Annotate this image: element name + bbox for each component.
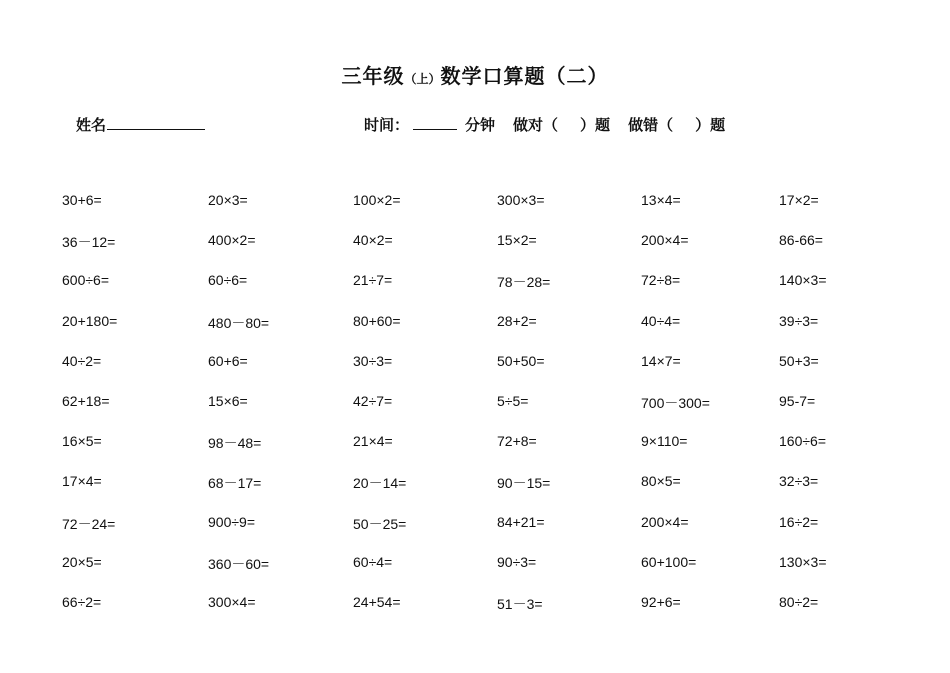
- problem-row: [0, 473, 950, 513]
- problem-item: 700－300=: [641, 394, 710, 411]
- problem-item: 300×3=: [497, 192, 545, 208]
- problem-item: 40÷4=: [641, 312, 681, 329]
- problem-item: 90÷3=: [497, 553, 537, 570]
- wrong-close-label: ）题: [695, 116, 726, 134]
- problem-item: 100×2=: [353, 192, 401, 208]
- problem-item: 14×7=: [641, 352, 681, 369]
- problem-grid: [0, 192, 950, 634]
- minutes-label: 分钟: [465, 116, 496, 134]
- time-score-row: [364, 114, 725, 135]
- problem-item: 84+21=: [497, 513, 545, 530]
- problem-row: [0, 272, 950, 312]
- problem-item: 60+100=: [641, 553, 697, 570]
- problem-item: 400×2=: [208, 232, 256, 249]
- problem-row: [0, 514, 950, 554]
- problem-item: 900÷9=: [208, 513, 256, 530]
- problem-item: 30+6=: [62, 192, 102, 208]
- problem-item: 50+50=: [497, 352, 545, 369]
- problem-item: 60÷4=: [353, 553, 393, 570]
- problem-item: 15×2=: [497, 232, 537, 249]
- problem-item: 40×2=: [353, 232, 393, 249]
- problem-row: [0, 433, 950, 473]
- problem-item: 5÷5=: [497, 392, 529, 409]
- problem-item: 20×3=: [208, 192, 248, 208]
- problem-item: 80÷2=: [779, 593, 819, 610]
- title-main-after: 数学口算题（二）: [440, 64, 609, 88]
- problem-item: 40÷2=: [62, 352, 102, 369]
- problem-item: 72÷8=: [641, 272, 681, 289]
- problem-item: 15×6=: [208, 392, 248, 409]
- problem-item: 50+3=: [779, 352, 819, 369]
- problem-item: 360－60=: [208, 555, 270, 572]
- correct-close-label: ）题: [580, 116, 611, 134]
- problem-item: 66÷2=: [62, 593, 102, 610]
- problem-item: 17×2=: [779, 192, 819, 208]
- problem-item: 140×3=: [779, 272, 827, 289]
- problem-item: 60÷6=: [208, 272, 248, 289]
- problem-item: 50－25=: [353, 515, 407, 532]
- problem-item: 86-66=: [779, 232, 823, 249]
- time-label: 时间：: [364, 116, 410, 134]
- problem-item: 300×4=: [208, 593, 256, 610]
- problem-row: [0, 192, 950, 232]
- problem-item: 20×5=: [62, 553, 102, 570]
- wrong-label: 做错（: [628, 116, 674, 134]
- problem-row: [0, 353, 950, 393]
- problem-item: 200×4=: [641, 513, 689, 530]
- problem-item: 68－17=: [208, 475, 262, 492]
- problem-item: 24+54=: [353, 593, 401, 610]
- problem-item: 32÷3=: [779, 473, 819, 490]
- problem-item: 60+6=: [208, 352, 248, 369]
- problem-item: 80+60=: [353, 312, 401, 329]
- problem-item: 9×110=: [641, 433, 688, 450]
- problem-row: [0, 594, 950, 634]
- name-blank[interactable]: [107, 114, 205, 130]
- problem-item: 39÷3=: [779, 312, 819, 329]
- problem-item: 20+180=: [62, 312, 118, 329]
- problem-item: 28+2=: [497, 312, 537, 329]
- problem-item: 62+18=: [62, 392, 110, 409]
- problem-item: 16×5=: [62, 433, 102, 450]
- problem-item: 20－14=: [353, 475, 407, 492]
- problem-item: 72－24=: [62, 515, 116, 532]
- problem-item: 30÷3=: [353, 352, 393, 369]
- problem-row: [0, 313, 950, 353]
- problem-item: 600÷6=: [62, 272, 110, 289]
- problem-item: 95-7=: [779, 392, 816, 409]
- problem-item: 21÷7=: [353, 272, 393, 289]
- problem-item: 16÷2=: [779, 513, 819, 530]
- problem-item: 200×4=: [641, 232, 689, 249]
- problem-item: 90－15=: [497, 475, 551, 492]
- problem-item: 78－28=: [497, 274, 551, 291]
- problem-item: 42÷7=: [353, 392, 393, 409]
- title-small: （上）: [404, 72, 441, 86]
- problem-item: 17×4=: [62, 473, 102, 490]
- problem-item: 51－3=: [497, 595, 543, 612]
- problem-item: 80×5=: [641, 473, 681, 490]
- name-label: 姓名: [76, 116, 107, 134]
- problem-row: [0, 554, 950, 594]
- problem-item: 72+8=: [497, 433, 537, 450]
- problem-item: 21×4=: [353, 433, 393, 450]
- time-blank[interactable]: [413, 114, 457, 130]
- problem-item: 98－48=: [208, 435, 262, 452]
- problem-item: 92+6=: [641, 593, 681, 610]
- problem-row: [0, 232, 950, 272]
- correct-label: 做对（: [513, 116, 559, 134]
- problem-row: [0, 393, 950, 433]
- problem-item: 160÷6=: [779, 433, 827, 450]
- worksheet-title: [0, 60, 950, 89]
- problem-item: 130×3=: [779, 553, 827, 570]
- problem-item: 13×4=: [641, 192, 681, 208]
- name-row: [76, 114, 205, 135]
- title-main-before: 三年级: [341, 64, 405, 88]
- problem-item: 36－12=: [62, 234, 116, 251]
- problem-item: 480－80=: [208, 314, 270, 331]
